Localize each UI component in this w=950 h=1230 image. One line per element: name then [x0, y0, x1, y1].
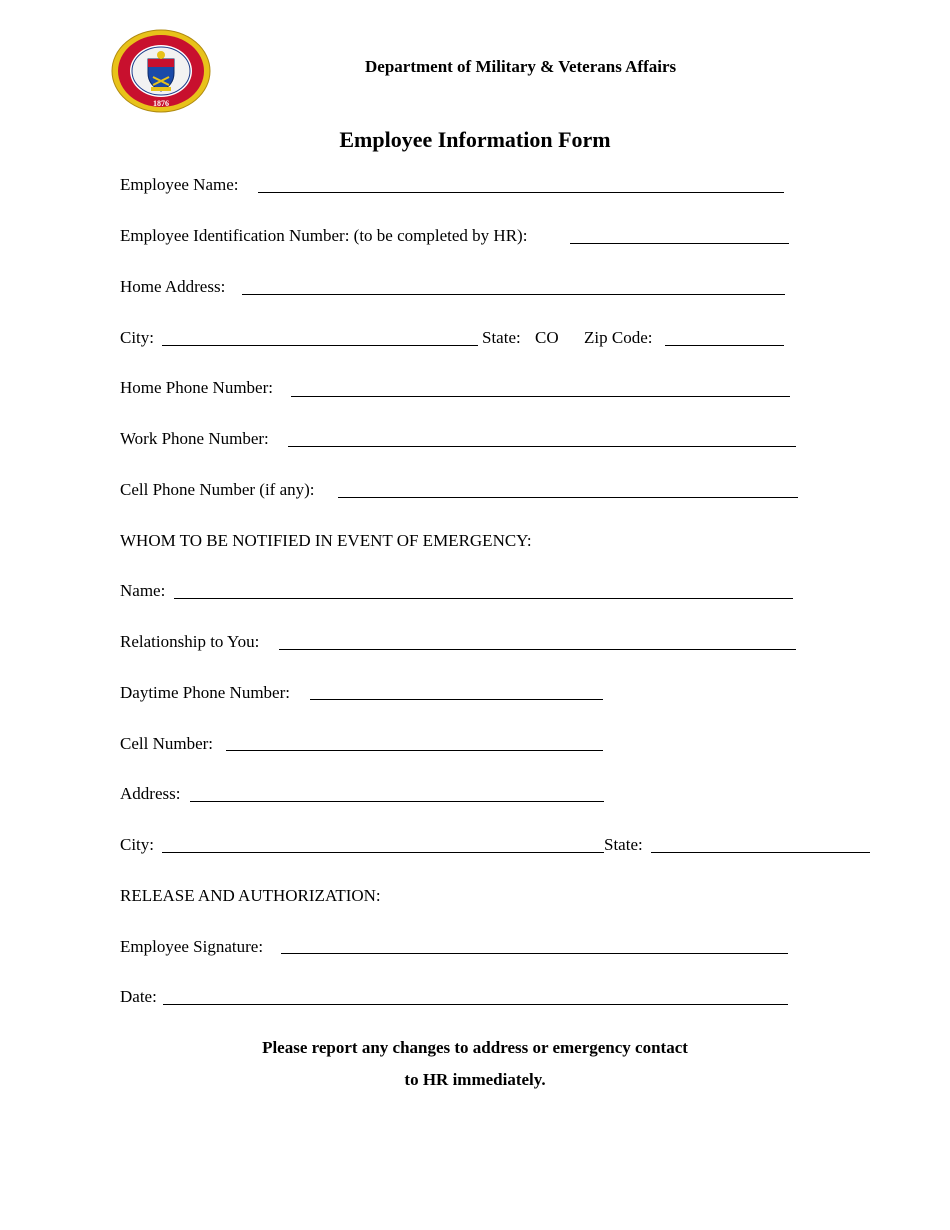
city-label: City:: [120, 328, 155, 347]
employee-id-label: Employee Identification Number: (to be completed by HR):: [120, 226, 528, 245]
home-phone-field[interactable]: [291, 396, 790, 397]
emergency-name-field[interactable]: [174, 598, 793, 599]
state-label: State:: [482, 328, 521, 347]
home-address-field[interactable]: [242, 294, 785, 295]
emergency-heading: WHOM TO BE NOTIFIED IN EVENT OF EMERGENCY:: [120, 531, 532, 550]
cell-phone-label: Cell Phone Number (if any):: [120, 480, 315, 499]
emergency-cell-label: Cell Number:: [120, 734, 214, 753]
seal-year: 1876: [153, 99, 169, 108]
home-address-label: Home Address:: [120, 277, 226, 296]
emergency-name-label: Name:: [120, 581, 166, 600]
work-phone-field[interactable]: [288, 446, 796, 447]
relationship-label: Relationship to You:: [120, 632, 260, 651]
emergency-city-field[interactable]: [162, 852, 604, 853]
date-field[interactable]: [163, 1004, 788, 1005]
state-value: CO: [535, 328, 559, 347]
emergency-address-label: Address:: [120, 784, 181, 803]
signature-field[interactable]: [281, 953, 788, 954]
home-phone-label: Home Phone Number:: [120, 378, 273, 397]
employee-id-field[interactable]: [570, 243, 789, 244]
zip-code-field[interactable]: [665, 345, 784, 346]
release-heading: RELEASE AND AUTHORIZATION:: [120, 886, 381, 905]
emergency-cell-field[interactable]: [226, 750, 603, 751]
emergency-city-label: City:: [120, 835, 155, 854]
emergency-address-field[interactable]: [190, 801, 604, 802]
employee-name-label: Employee Name:: [120, 175, 239, 194]
emergency-state-field[interactable]: [651, 852, 870, 853]
zip-code-label: Zip Code:: [584, 328, 653, 347]
date-label: Date:: [120, 987, 157, 1006]
city-field[interactable]: [162, 345, 478, 346]
footer-notice-line1: Please report any changes to address or emergency contact: [262, 1038, 688, 1057]
employee-name-field[interactable]: [258, 192, 784, 193]
form-title: Employee Information Form: [339, 127, 611, 152]
colorado-seal-logo: [110, 29, 212, 113]
department-name: Department of Military & Veterans Affairs: [365, 57, 677, 76]
work-phone-label: Work Phone Number:: [120, 429, 269, 448]
relationship-field[interactable]: [279, 649, 796, 650]
footer-notice-line2: to HR immediately.: [404, 1070, 546, 1089]
signature-label: Employee Signature:: [120, 937, 264, 956]
cell-phone-field[interactable]: [338, 497, 798, 498]
emergency-state-label: State:: [604, 835, 643, 854]
daytime-phone-field[interactable]: [310, 699, 603, 700]
daytime-phone-label: Daytime Phone Number:: [120, 683, 290, 702]
